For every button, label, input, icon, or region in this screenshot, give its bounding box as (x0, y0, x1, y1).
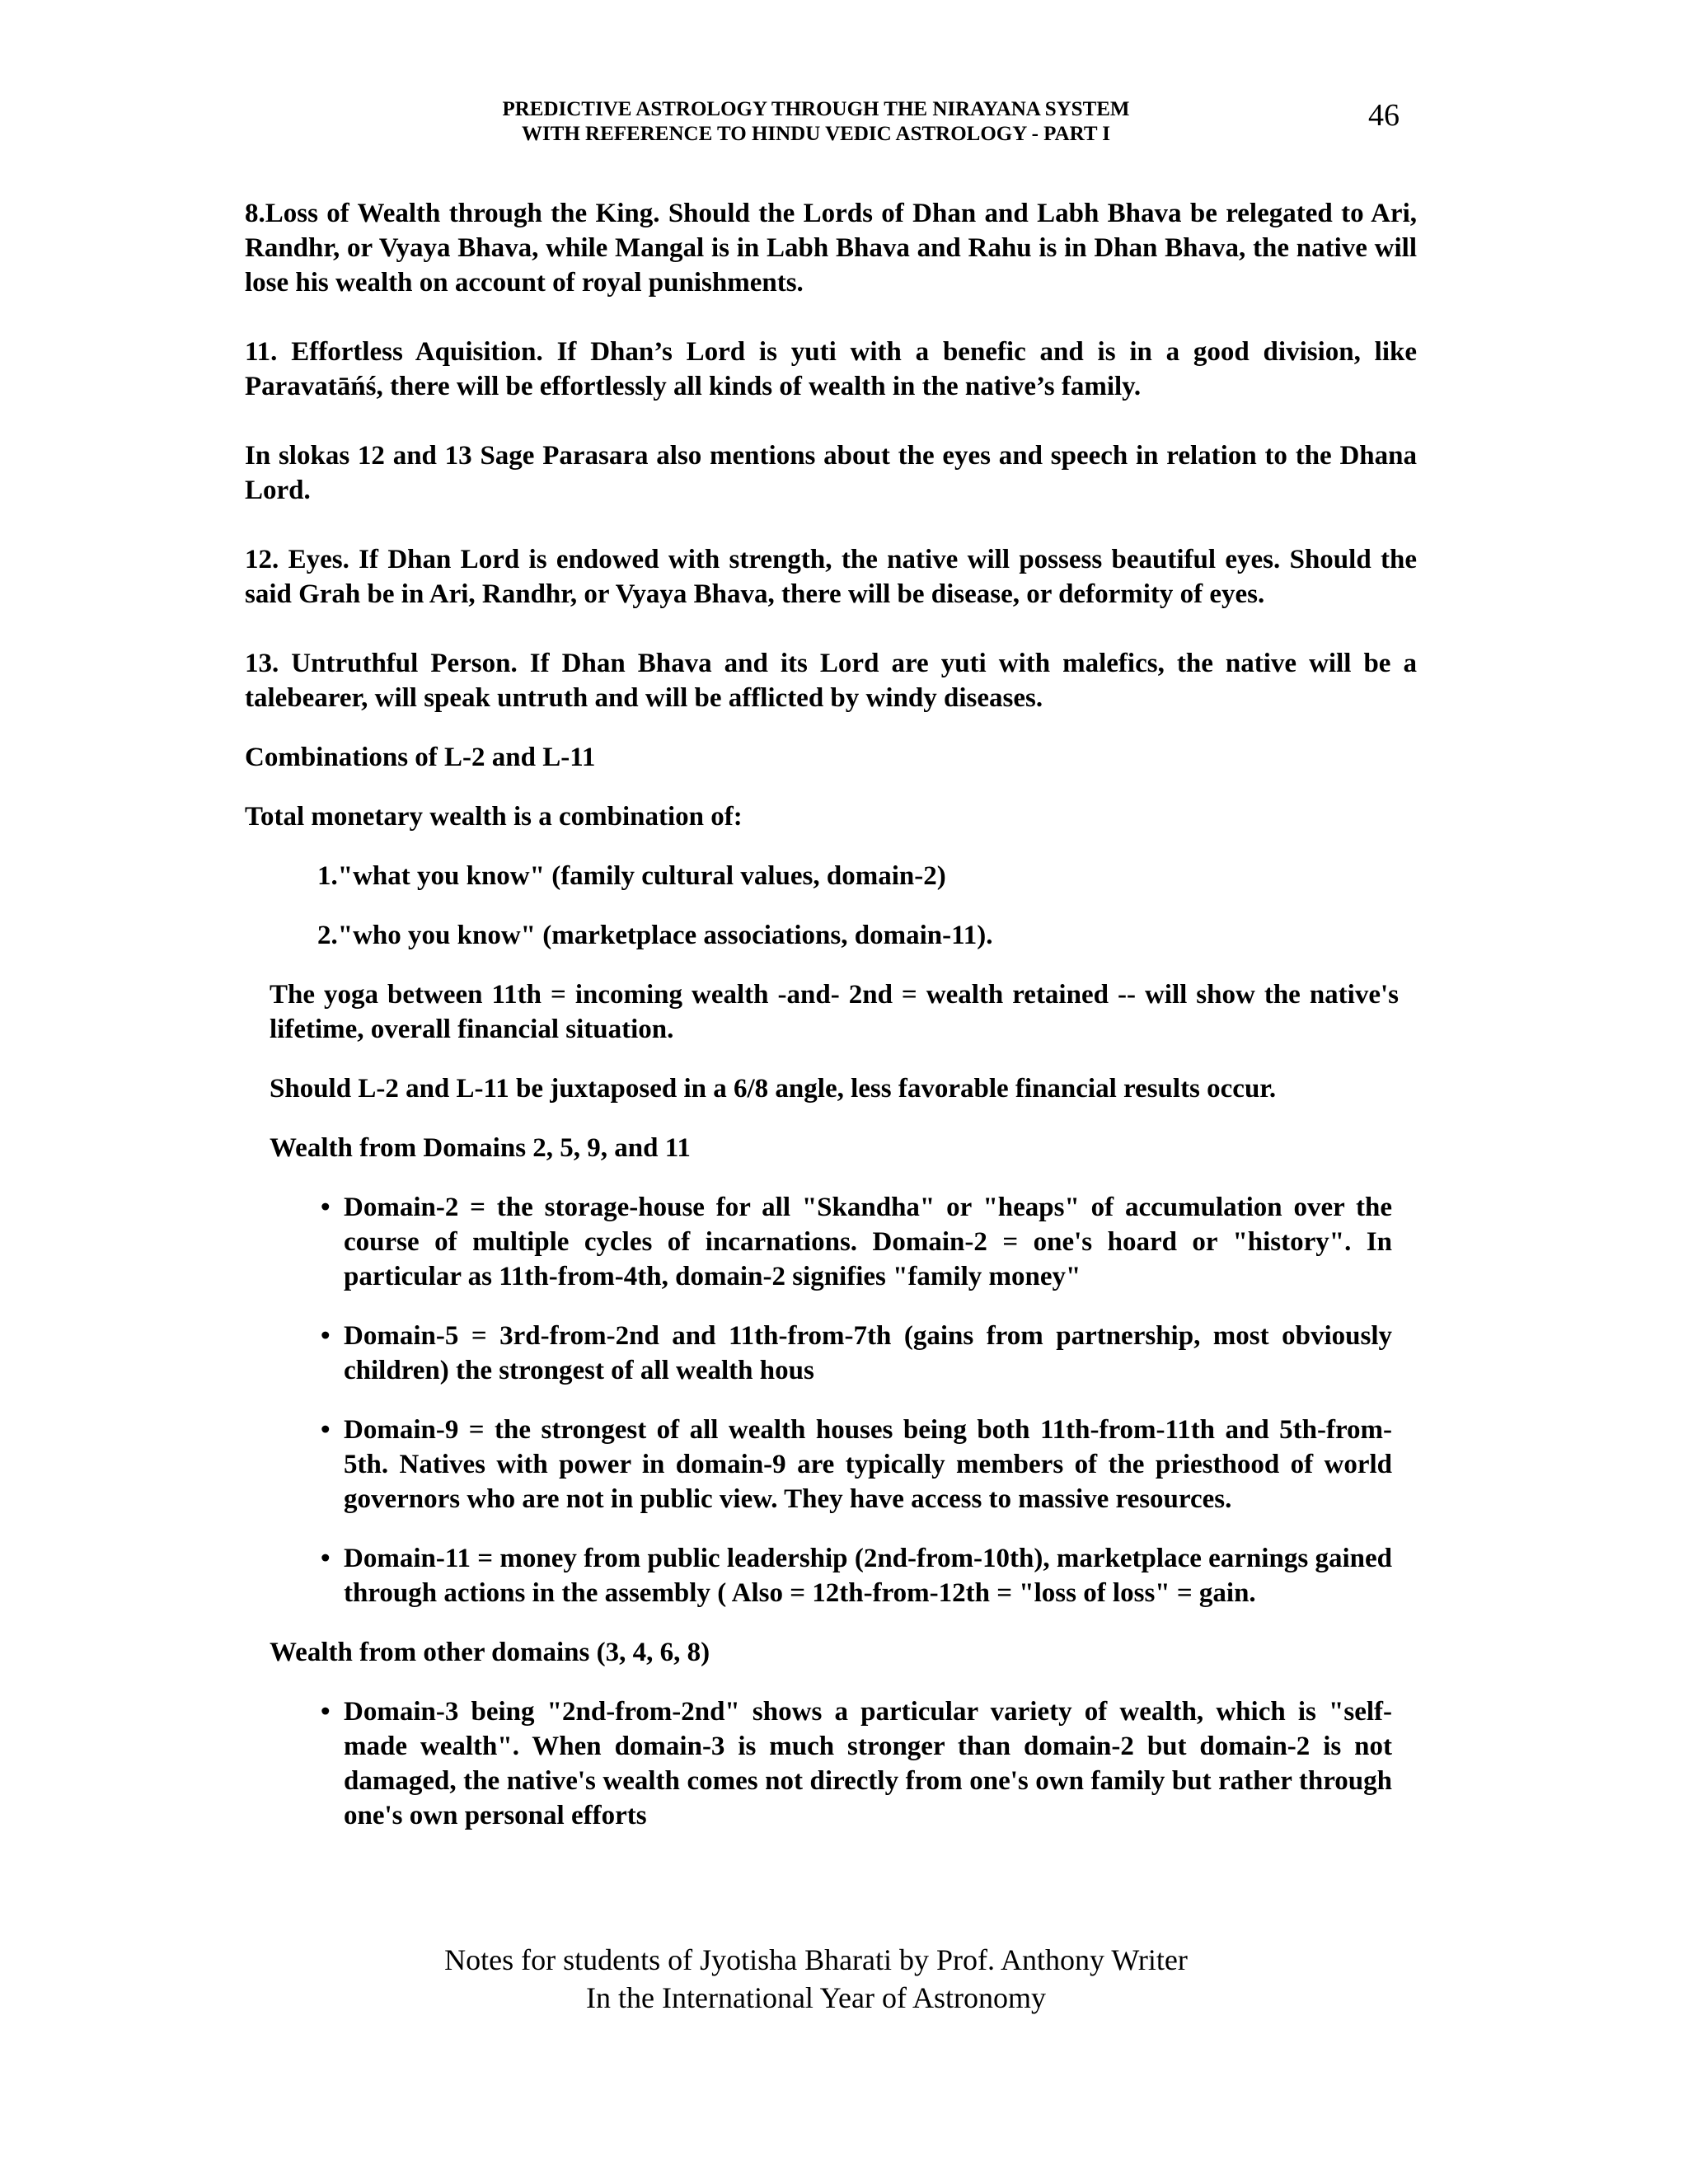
domain-3-text: Domain-3 being "2nd-from-2nd" shows a particular variety of wealth, which is "self-made wealth". When domain-3 is much stronger than domain-2 but domain-2 is not damaged, the native's wealth comes not directly from one's own family but rather through one's own personal efforts (344, 1697, 1392, 1830)
list-item-1: 1."what you know" (family cultural values, domain-2) (317, 861, 946, 891)
list-item (321, 1694, 1392, 1833)
header-line-1: PREDICTIVE ASTROLOGY THROUGH THE NIRAYANA SYSTEM (502, 98, 1130, 120)
paragraph-11: 11. Effortless Aquisition. If Dhan’s Lord is yuti with a benefic and is in a good division, like Paravatāńś, there will be effortlessly all kinds of wealth in the native’s family. (245, 337, 1417, 401)
total-wealth-line: Total monetary wealth is a combination of: (245, 802, 743, 832)
page-body (245, 196, 1417, 1833)
other-domains-heading: Wealth from other domains (3, 4, 6, 8) (270, 1638, 710, 1667)
domain-11-text: Domain-11 = money from public leadership (2nd-from-10th), marketplace earnings gained through actions in the assembly ( Also = 12th-from-12th = "loss of loss" = gain. (344, 1544, 1392, 1608)
paragraph-13: 13. Untruthful Person. If Dhan Bhava and its Lord are yuti with malefics, the native will be a talebearer, will speak untruth and will be afflicted by windy diseases. (245, 649, 1417, 713)
paragraph-slokas: In slokas 12 and 13 Sage Parasara also mentions about the eyes and speech in relation to the Dhana Lord. (245, 441, 1417, 505)
yoga-paragraph: The yoga between 11th = incoming wealth -and- 2nd = wealth retained -- will show the native's lifetime, overall financial situation. (270, 980, 1399, 1044)
footer-line-1: Notes for students of Jyotisha Bharati by Prof. Anthony Writer (444, 1943, 1188, 1976)
page-number: 46 (1368, 98, 1400, 133)
list-item (321, 1319, 1392, 1388)
list-item (321, 1541, 1392, 1610)
bullet-icon: • (321, 1544, 331, 1573)
paragraph-12: 12. Eyes. If Dhan Lord is endowed with strength, the native will possess beautiful eyes. Should the said Grah be in Ari, Randhr, or Vyaya Bhava, there will be disease, or deformity of eyes. (245, 545, 1417, 609)
bullet-icon: • (321, 1415, 331, 1445)
page-footer (247, 1941, 1385, 2017)
list-item-2: 2."who you know" (marketplace associations, domain-11). (317, 921, 993, 950)
other-domains-list (321, 1694, 1392, 1833)
domain-2-text: Domain-2 = the storage-house for all "Skandha" or "heaps" of accumulation over the course of multiple cycles of incarnations. Domain-2 = one's hoard or "history". In particular as 11th-from-4th, domain-2 signifies "family money" (344, 1193, 1392, 1291)
combinations-heading: Combinations of L-2 and L-11 (245, 743, 596, 772)
bullet-icon: • (321, 1321, 331, 1351)
domain-9-text: Domain-9 = the strongest of all wealth houses being both 11th-from-11th and 5th-from-5th. Natives with power in domain-9 are typically members of the priesthood of world governors who are not in public view. They have access to massive resources. (344, 1415, 1392, 1514)
bullet-icon: • (321, 1697, 331, 1727)
bullet-icon: • (321, 1193, 331, 1222)
header-line-2: WITH REFERENCE TO HINDU VEDIC ASTROLOGY - PART I (521, 123, 1111, 145)
domain-5-text: Domain-5 = 3rd-from-2nd and 11th-from-7th (gains from partnership, most obviously children) the strongest of all wealth hous (344, 1321, 1392, 1385)
running-header (247, 97, 1385, 147)
footer-line-2: In the International Year of Astronomy (586, 1981, 1046, 2014)
list-item (321, 1413, 1392, 1516)
list-item (321, 1190, 1392, 1294)
should-paragraph: Should L-2 and L-11 be juxtaposed in a 6/8 angle, less favorable financial results occur. (270, 1074, 1277, 1104)
paragraph-8: 8.Loss of Wealth through the King. Should the Lords of Dhan and Labh Bhava be relegated to Ari, Randhr, or Vyaya Bhava, while Mangal is in Labh Bhava and Rahu is in Dhan Bhava, the native will lose his wealth on account of royal punishments. (245, 199, 1417, 298)
wealth-domains-heading: Wealth from Domains 2, 5, 9, and 11 (270, 1133, 691, 1163)
wealth-domains-list (321, 1190, 1392, 1610)
